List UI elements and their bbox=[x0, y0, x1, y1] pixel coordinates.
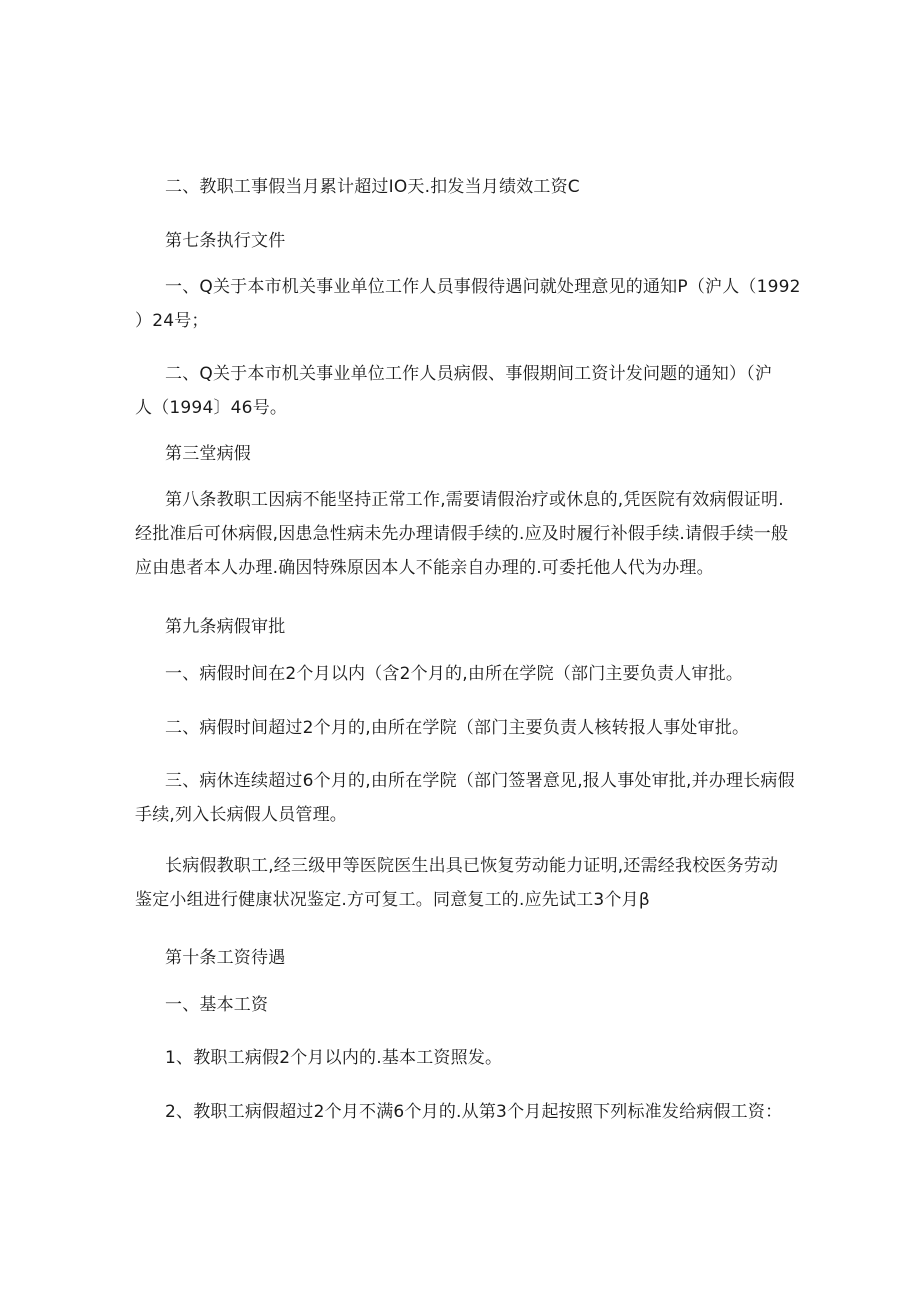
text-line: 第三堂病假 bbox=[165, 444, 251, 464]
paragraph-approval-1 bbox=[165, 657, 795, 691]
text-line: 第八条教职工因病不能坚持正常工作,需要请假治疗或休息的,凭医院有效病假证明. bbox=[165, 490, 784, 510]
text-line: 第九条病假审批 bbox=[165, 617, 286, 637]
text-line: 一、基本工资 bbox=[165, 995, 269, 1015]
paragraph-leave-deduction bbox=[165, 170, 795, 204]
paragraph-salary-2 bbox=[165, 1095, 795, 1129]
paragraph-approval-2 bbox=[165, 711, 795, 745]
text-line: 一、Q关于本市机关事业单位工作人员事假待遇问就处理意见的通知P（沪人（1992 bbox=[165, 277, 801, 297]
text-line: 三、病休连续超过6个月的,由所在学院（部门签署意见,报人事处审批,并办理长病假 bbox=[165, 771, 795, 791]
text-line: 二、病假时间超过2个月的,由所在学院（部门主要负责人核转报人事处审批。 bbox=[165, 718, 750, 738]
text-line: 经批准后可休病假,因患急性病未先办理请假手续的.应及时履行补假手续.请假手续一般 bbox=[135, 524, 789, 544]
heading-article-9 bbox=[165, 610, 795, 644]
heading-basic-salary bbox=[165, 988, 795, 1022]
text-line: 人（1994〕46号。 bbox=[135, 398, 288, 418]
text-line: 手续,列入长病假人员管理。 bbox=[135, 805, 348, 825]
heading-article-7 bbox=[165, 224, 795, 258]
paragraph-long-sick-leave bbox=[135, 849, 785, 917]
text-line: 应由患者本人办理.确因特殊原因本人不能亲自办理的.可委托他人代为办理。 bbox=[135, 558, 714, 578]
text-line: 二、教职工事假当月累计超过IO天.扣发当月绩效工资C bbox=[165, 177, 580, 197]
paragraph-document-2 bbox=[135, 357, 785, 425]
paragraph-document-1 bbox=[135, 270, 801, 338]
text-line: 二、Q关于本市机关事业单位工作人员病假、事假期间工资计发问题的通知）（沪 bbox=[165, 364, 773, 384]
paragraph-article-8 bbox=[135, 483, 789, 585]
text-line: 长病假教职工,经三级甲等医院医生出具已恢复劳动能力证明,还需经我校医务劳动 bbox=[165, 856, 779, 876]
paragraph-salary-1 bbox=[165, 1041, 795, 1075]
text-line: 鉴定小组进行健康状况鉴定.方可复工。同意复工的.应先试工3个月β bbox=[135, 890, 650, 910]
text-line: 2、教职工病假超过2个月不满6个月的.从第3个月起按照下列标准发给病假工资： bbox=[165, 1102, 783, 1122]
text-line: 第七条执行文件 bbox=[165, 231, 286, 251]
heading-article-10 bbox=[165, 941, 795, 975]
text-line: ）24号； bbox=[135, 311, 209, 331]
text-line: 1、教职工病假2个月以内的.基本工资照发。 bbox=[165, 1048, 503, 1068]
text-line: 一、病假时间在2个月以内（含2个月的,由所在学院（部门主要负责人审批。 bbox=[165, 664, 744, 684]
heading-chapter-sick-leave bbox=[165, 437, 795, 471]
text-line: 第十条工资待遇 bbox=[165, 948, 286, 968]
paragraph-approval-3 bbox=[135, 764, 795, 832]
